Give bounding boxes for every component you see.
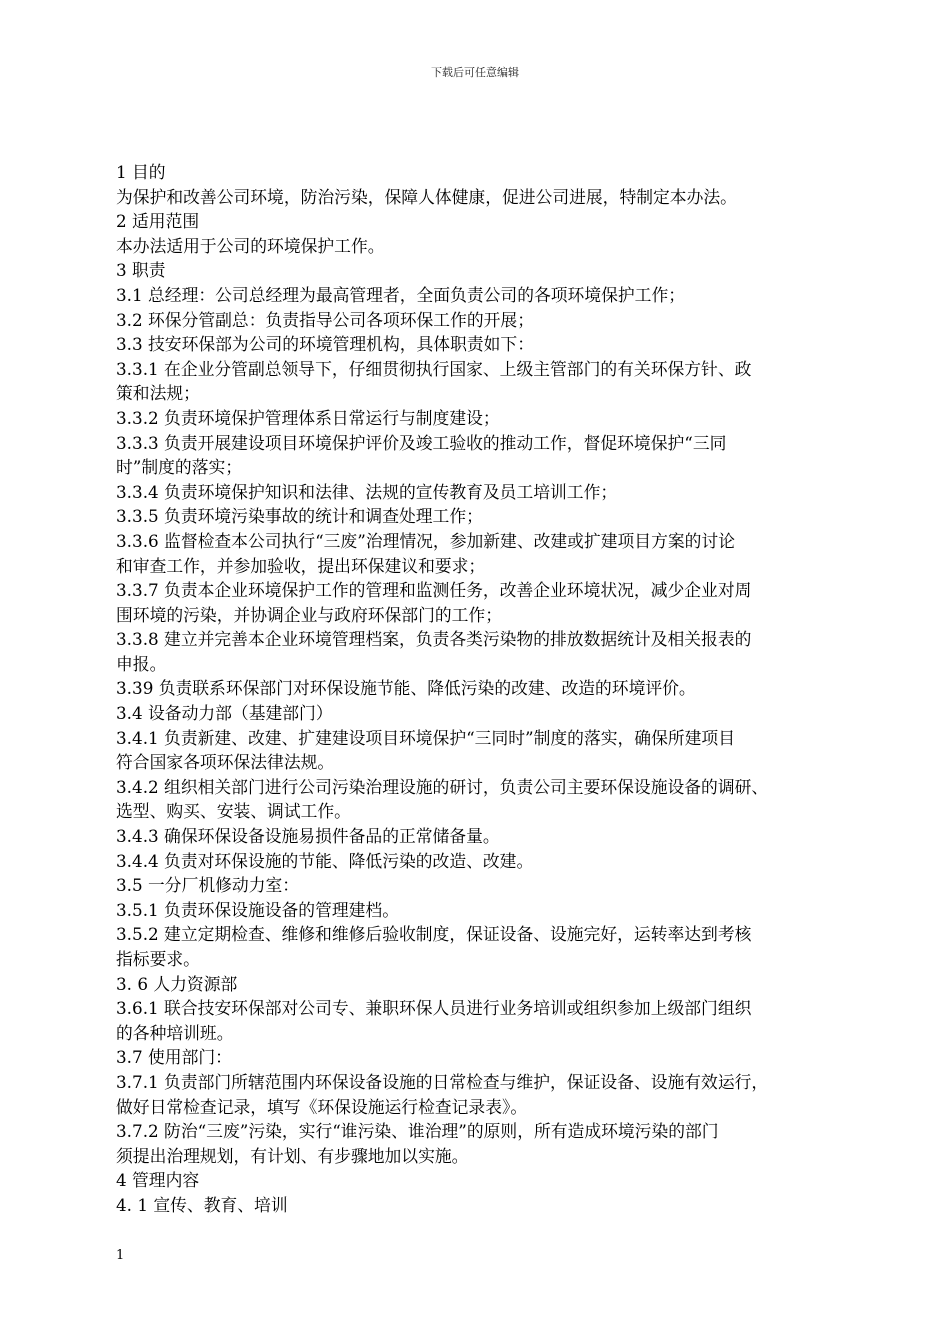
text-line: 3.1 总经理：公司总经理为最高管理者，全面负责公司的各项环境保护工作； (116, 284, 686, 305)
text-line: 时”制度的落实； (116, 457, 243, 478)
text-line: 3.3 技安环保部为公司的环境管理机构，具体职责如下： (116, 334, 534, 355)
text-line: 3.39 负责联系环保部门对环保设施节能、降低污染的改建、改造的环境评价。 (116, 678, 696, 699)
text-line: 3.4.1 负责新建、改建、扩建建设项目环境保护“三同时”制度的落实，确保所建项目 (116, 727, 735, 748)
text-line: 4 管理内容 (116, 1170, 200, 1191)
page-number: 1 (116, 1248, 125, 1263)
text-line: 的各种培训班。 (116, 1022, 234, 1043)
text-line: 3.6.1 联合技安环保部对公司专、兼职环保人员进行业务培训或组织参加上级部门组织 (116, 998, 752, 1019)
text-line: 选型、购买、安装、调试工作。 (116, 801, 351, 822)
text-line: 3.7 使用部门： (116, 1047, 232, 1068)
text-line: 3.5.1 负责环保设施设备的管理建档。 (116, 899, 399, 920)
text-line: 2 适用范围 (116, 211, 200, 232)
text-line: 1 目的 (116, 162, 166, 182)
text-line: 4. 1 宣传、教育、培训 (116, 1194, 288, 1215)
text-line: 申报。 (116, 653, 167, 674)
text-line: 和审查工作，并参加验收，提出环保建议和要求； (116, 555, 486, 576)
text-line: 3.3.5 负责环境污染事故的统计和调查处理工作； (116, 506, 483, 527)
text-line: 3.5.2 建立定期检查、维修和维修后验收制度，保证设备、设施完好，运转率达到考核 (116, 924, 752, 945)
text-line: 3.4 设备动力部（基建部门） (116, 703, 333, 724)
document-body (116, 160, 856, 1218)
text-line: 3.3.6 监督检查本公司执行“三废”治理情况，参加新建、改建或扩建项目方案的讨论 (116, 530, 735, 551)
text-line: 指标要求。 (116, 949, 200, 969)
text-line: 3.3.8 建立并完善本企业环境管理档案，负责各类污染物的排放数据统计及相关报表的 (116, 629, 752, 650)
text-line: 3.5 一分厂机修动力室： (116, 875, 300, 896)
text-line: 3.7.1 负责部门所辖范围内环保设备设施的日常检查与维护，保证设备、设施有效运行， (116, 1071, 769, 1092)
text-line: 3.4.4 负责对环保设施的节能、降低污染的改造、改建。 (116, 850, 534, 871)
text-line: 3.3.7 负责本企业环境保护工作的管理和监测任务，改善企业环境状况，减少企业对周 (116, 580, 752, 601)
text-line: 3.7.2 防治“三废”污染，实行“谁污染、谁治理”的原则，所有造成环境污染的部门 (116, 1121, 719, 1142)
text-line: 3.3.4 负责环境保护知识和法律、法规的宣传教育及员工培训工作； (116, 481, 618, 502)
text-line: 本办法适用于公司的环境保护工作。 (116, 235, 385, 256)
text-line: 为保护和改善公司环境，防治污染，保障人体健康，促进公司进展，特制定本办法。 (116, 186, 737, 207)
text-line: 3 职责 (116, 260, 166, 281)
text-line: 3.4.2 组织相关部门进行公司污染治理设施的研讨，负责公司主要环保设施设备的调研、 (116, 776, 769, 797)
text-line: 3.3.3 负责开展建设项目环境保护评价及竣工验收的推动工作，督促环境保护“三同 (116, 432, 727, 453)
text-line: 3.2 环保分管副总：负责指导公司各项环保工作的开展； (116, 309, 534, 330)
text-line: 围环境的污染，并协调企业与政府环保部门的工作； (116, 604, 502, 625)
header-note: 下载后可任意编辑 (431, 66, 519, 79)
text-line: 须提出治理规划，有计划、有步骤地加以实施。 (116, 1145, 469, 1166)
text-line: 3. 6 人力资源部 (116, 973, 238, 994)
text-line: 做好日常检查记录，填写《环保设施运行检查记录表》。 (116, 1096, 528, 1117)
text-line: 3.3.2 负责环境保护管理体系日常运行与制度建设； (116, 407, 500, 428)
text-line: 策和法规； (116, 383, 200, 404)
text-line: 3.4.3 确保环保设备设施易损件备品的正常储备量。 (116, 826, 500, 847)
text-line: 符合国家各项环保法律法规。 (116, 752, 335, 773)
text-line: 3.3.1 在企业分管副总领导下，仔细贯彻执行国家、上级主管部门的有关环保方针、政 (116, 358, 752, 379)
